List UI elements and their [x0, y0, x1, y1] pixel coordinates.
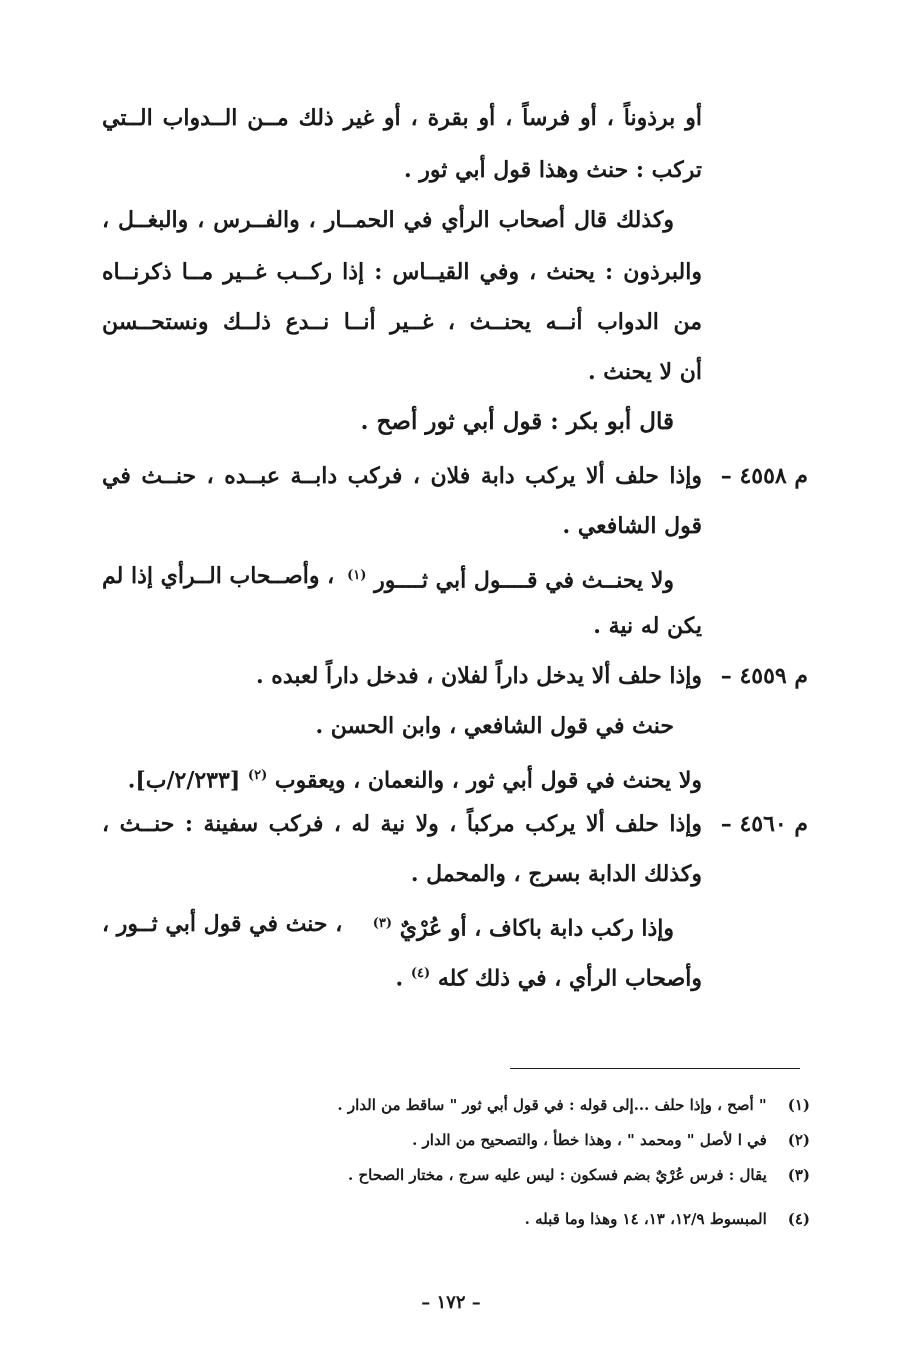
footnote-text: " أصح ، وإذا حلف ...إلى قوله : في قول أبي ثور " ساقط من الدار . — [337, 1096, 767, 1114]
text-segment: ولا يحنــث في قــــول أبي ثــــور — [374, 567, 674, 594]
text-line: وإذا حلف ألا يدخل داراً لفلان ، فدخل داراً لعبده . — [255, 663, 702, 689]
masala-number: م ٤٥٦٠ – — [720, 811, 808, 837]
footnote — [412, 1128, 810, 1152]
text-line: تركب : حنث وهذا قول أبي ثور . — [403, 157, 702, 183]
footnote-text: في ا لأصل " ومحمد " ، وهذا خطأ ، والتصحيح من الدار . — [412, 1131, 767, 1149]
text-line: حنث في قول الشافعي ، وابن الحسن . — [315, 713, 674, 739]
footnote — [337, 1093, 810, 1117]
text-line: والبرذون : يحنث ، وفي القيــاس : إذا ركــب غــير مــا ذكرنــاه — [102, 259, 702, 285]
text-segment: ، حنث في قول أبي ثــور ، — [102, 911, 343, 937]
text-line — [396, 958, 702, 994]
text-segment: . — [395, 965, 404, 992]
text-segment — [347, 560, 674, 596]
text-line: وإذا حلف ألا يركب دابة فلان ، فركب دابــة عبــده ، حنــث في — [102, 463, 702, 489]
footnote-number: (٤) — [787, 1210, 810, 1228]
text-line: وكذلك قال أصحاب الرأي في الحمــار ، والفــرس ، والبغــل ، — [102, 207, 674, 233]
footnote-ref[interactable]: (١) — [347, 568, 367, 583]
text-line: أو برذوناً ، أو فرساً ، أو بقرة ، أو غير ذلك مــن الــدواب الــتي — [102, 105, 702, 131]
footnote-number: (٢) — [787, 1131, 810, 1149]
masala-number: م ٤٥٥٩ – — [720, 663, 808, 689]
footnote-number: (٣) — [787, 1166, 810, 1184]
footnote-ref[interactable]: (٤) — [410, 966, 431, 981]
footnote-text: يقال : فرس عُرْيٌ بضم فسكون : ليس عليه سرج ، مختار الصحاح . — [348, 1166, 767, 1184]
footnote-number: (١) — [787, 1096, 810, 1114]
text-line — [102, 560, 674, 596]
text-line — [128, 760, 702, 796]
masala-number: م ٤٥٥٨ – — [720, 463, 808, 489]
manuscript-folio-ref: [٢/٢٣٣/ب]. — [127, 767, 241, 794]
text-segment: ، وأصــحاب الــرأي إذا لم — [102, 563, 335, 589]
footnote — [348, 1163, 810, 1187]
footnote-ref[interactable]: (٣) — [372, 916, 393, 931]
text-segment: وإذا ركب دابة باكاف ، أو عُرْيٌ — [399, 915, 674, 942]
author-statement: قال أبو بكر : قول أبي ثور أصح . — [360, 408, 674, 435]
footnote-text: المبسوط ١٢/٩، ١٣، ١٤ وهذا وما قبله . — [524, 1210, 767, 1228]
footnote-separator — [510, 1068, 800, 1069]
footnote — [525, 1207, 810, 1231]
text-line: وكذلك الدابة بسرج ، والمحمل . — [410, 861, 702, 887]
text-line — [102, 908, 674, 944]
page-number: – ١٧٢ – — [421, 1292, 481, 1313]
text-line: قول الشافعي . — [562, 513, 702, 539]
footnote-ref[interactable]: (٢) — [247, 768, 268, 783]
text-line: يكن له نية . — [593, 613, 702, 639]
text-segment: وأصحاب الرأي ، في ذلك كله — [437, 965, 702, 992]
text-line: من الدواب أنــه يحنــث ، غــير أنــا نــدع ذلــك ونستحــسن — [102, 309, 702, 335]
text-line: أن لا يحنث . — [587, 359, 702, 385]
text-line: وإذا حلف ألا يركب مركباً ، ولا نية له ، فركب سفينة : حنــث ، — [102, 811, 702, 837]
text-segment — [373, 908, 674, 944]
text-segment: ولا يحنث في قول أبي ثور ، والنعمان ، ويعقوب — [274, 767, 702, 794]
